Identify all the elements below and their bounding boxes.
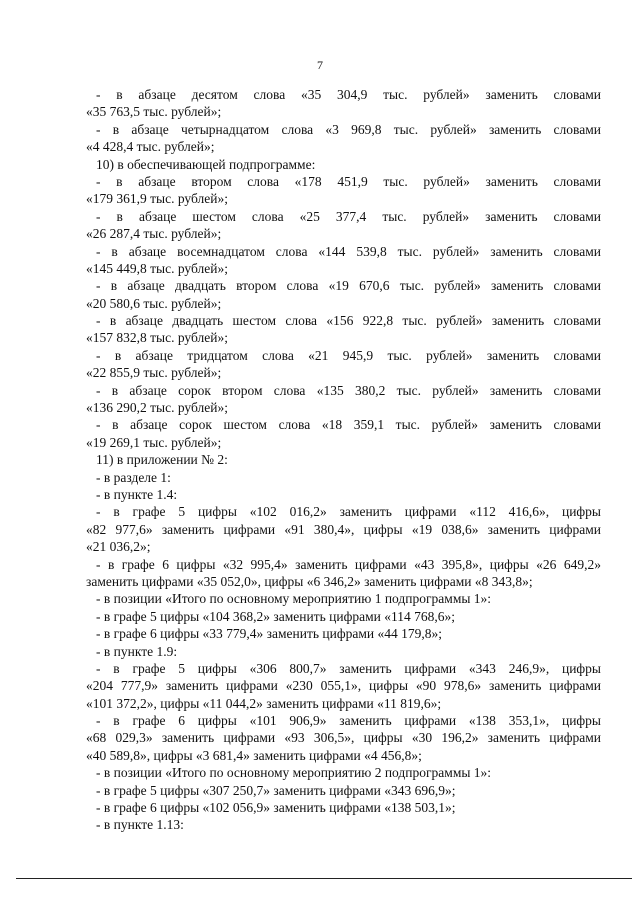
document-line: - в графе 5 цифры «307 250,7» заменить цифрами «343 696,9»;: [96, 782, 456, 798]
document-line: «22 855,9 тыс. рублей»;: [86, 365, 222, 381]
document-line: - в графе 6 цифры «101 906,9» заменить цифрами «138 353,1», цифры: [96, 713, 601, 729]
document-line: - в абзаце двадцать втором слова «19 670,6 тыс. рублей» заменить словами: [96, 278, 601, 294]
document-line: «157 832,8 тыс. рублей»;: [86, 330, 228, 346]
document-line: - в абзаце восемнадцатом слова «144 539,8 тыс. рублей» заменить словами: [96, 243, 601, 259]
document-line: «4 428,4 тыс. рублей»;: [86, 139, 215, 155]
document-line: - в графе 6 цифры «33 779,4» заменить цифрами «44 179,8»;: [96, 626, 442, 642]
document-line: «26 287,4 тыс. рублей»;: [86, 226, 222, 242]
document-line: - в абзаце двадцать шестом слова «156 922,8 тыс. рублей» заменить словами: [96, 313, 601, 329]
document-line: «68 029,3» заменить цифрами «93 306,5», цифры «30 196,2» заменить цифрами: [86, 730, 601, 746]
footer-divider: [16, 878, 632, 879]
document-line: «82 977,6» заменить цифрами «91 380,4», цифры «19 038,6» заменить цифрами: [86, 521, 601, 537]
document-line: 10) в обеспечивающей подпрограмме:: [96, 156, 316, 172]
document-line: - в абзаце сорок шестом слова «18 359,1 тыс. рублей» заменить словами: [96, 417, 601, 433]
document-line: - в графе 5 цифры «104 368,2» заменить цифрами «114 768,6»;: [96, 608, 455, 624]
document-line: - в графе 6 цифры «102 056,9» заменить цифрами «138 503,1»;: [96, 800, 456, 816]
document-line: - в позиции «Итого по основному мероприятию 1 подпрограммы 1»:: [96, 591, 492, 607]
page-number: 7: [317, 58, 323, 72]
document-line: «35 763,5 тыс. рублей»;: [86, 104, 222, 120]
document-line: - в позиции «Итого по основному мероприятию 2 подпрограммы 1»:: [96, 765, 492, 781]
document-line: - в графе 5 цифры «102 016,2» заменить цифрами «112 416,6», цифры: [96, 504, 601, 520]
document-line: «204 777,9» заменить цифрами «230 055,1», цифры «90 978,6» заменить цифрами: [86, 678, 601, 694]
document-line: - в абзаце шестом слова «25 377,4 тыс. рублей» заменить словами: [96, 208, 601, 224]
document-line: заменить цифрами «35 052,0», цифры «6 346,2» заменить цифрами «8 343,8»;: [86, 573, 533, 589]
document-line: - в абзаце десятом слова «35 304,9 тыс. рублей» заменить словами: [96, 87, 601, 102]
document-line: - в графе 6 цифры «32 995,4» заменить цифрами «43 395,8», цифры «26 649,2»: [96, 556, 601, 572]
document-body: [86, 86, 601, 834]
document-line: - в абзаце четырнадцатом слова «3 969,8 тыс. рублей» заменить словами: [96, 121, 601, 137]
document-line: - в пункте 1.4:: [96, 486, 178, 502]
document-line: - в графе 5 цифры «306 800,7» заменить цифрами «343 246,9», цифры: [96, 660, 601, 676]
document-line: «179 361,9 тыс. рублей»;: [86, 191, 228, 207]
document-line: «40 589,8», цифры «3 681,4» заменить цифрами «4 456,8»;: [86, 747, 422, 763]
document-line: 11) в приложении № 2:: [96, 452, 228, 468]
document-line: «20 580,6 тыс. рублей»;: [86, 295, 222, 311]
document-line: - в абзаце втором слова «178 451,9 тыс. рублей» заменить словами: [96, 173, 601, 189]
document-line: «145 449,8 тыс. рублей»;: [86, 260, 228, 276]
document-line: - в абзаце тридцатом слова «21 945,9 тыс. рублей» заменить словами: [96, 347, 601, 363]
document-line: - в пункте 1.9:: [96, 643, 178, 659]
document-line: - в пункте 1.13:: [96, 817, 184, 833]
document-line: «101 372,2», цифры «11 044,2» заменить цифрами «11 819,6»;: [86, 695, 442, 711]
document-line: «19 269,1 тыс. рублей»;: [86, 434, 222, 450]
document-line: «21 036,2»;: [86, 539, 151, 555]
document-line: - в абзаце сорок втором слова «135 380,2 тыс. рублей» заменить словами: [96, 382, 601, 398]
document-line: «136 290,2 тыс. рублей»;: [86, 400, 228, 416]
document-line: - в разделе 1:: [96, 469, 171, 485]
